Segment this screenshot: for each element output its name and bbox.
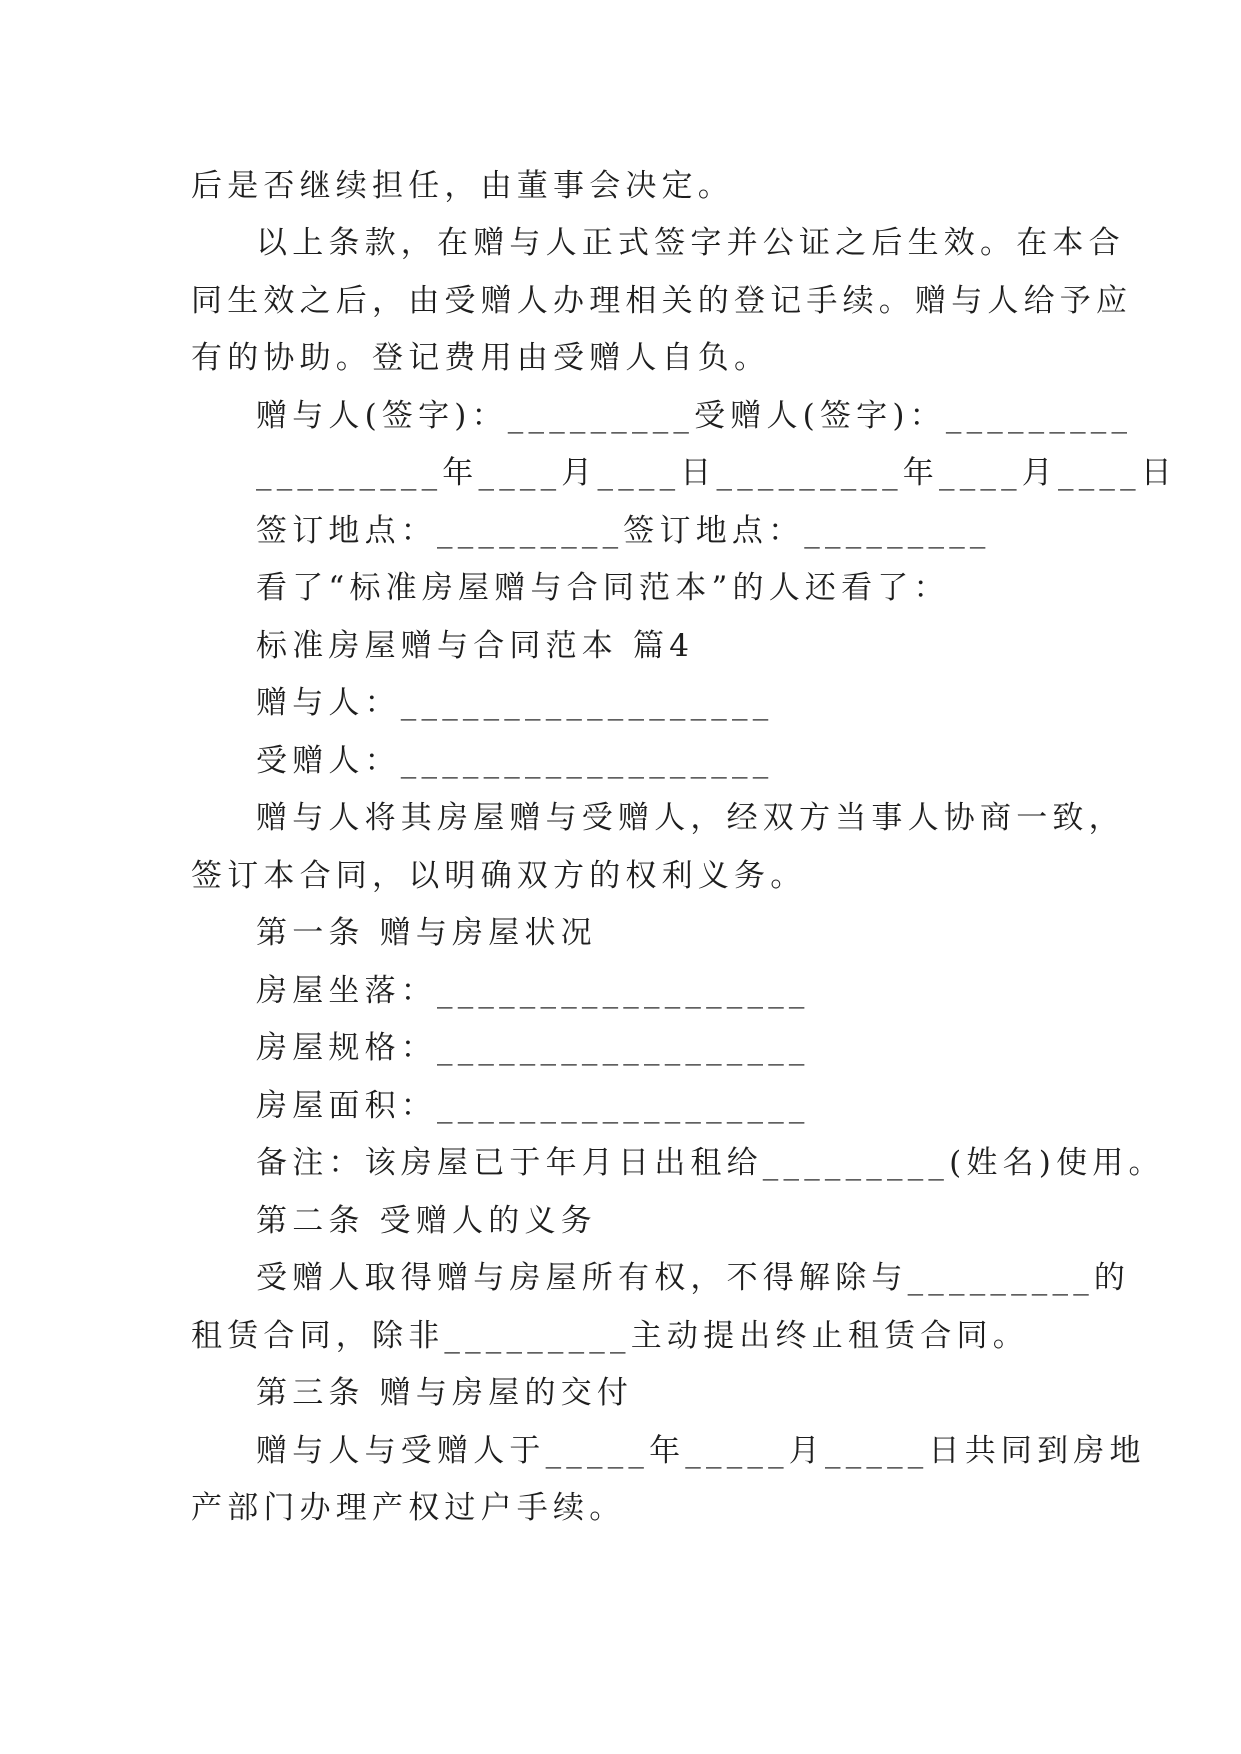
signature-line: 赠与人(签字)：_________受赠人(签字)：_________ [256,398,1133,434]
remark-line: 备注：该房屋已于年月日出租给_________(姓名)使用。 [256,1145,1165,1181]
house-area-field: 房屋面积：__________________ [256,1088,810,1124]
section-title: 标准房屋赠与合同范本 篇4 [256,628,695,664]
paragraph-line: 以上条款，在赠与人正式签字并公证之后生效。在本合 [256,225,1125,261]
date-line: _________年____月____日_________年____月____日 [256,455,1177,491]
paragraph-line: 赠与人将其房屋赠与受赠人，经双方当事人协商一致， [256,800,1125,836]
house-location-field: 房屋坐落：__________________ [256,973,810,1009]
donor-field: 赠与人：__________________ [256,685,774,721]
paragraph-line: 签订本合同，以明确双方的权利义务。 [191,858,807,894]
donee-field: 受赠人：__________________ [256,743,774,779]
article-title: 第三条 赠与房屋的交付 [256,1375,634,1411]
paragraph-line: 有的协助。登记费用由受赠人自负。 [191,340,771,376]
house-spec-field: 房屋规格：__________________ [256,1030,810,1066]
paragraph-line: 租赁合同，除非_________主动提出终止租赁合同。 [191,1318,1029,1354]
paragraph-line: 同生效之后，由受赠人办理相关的登记手续。赠与人给予应 [191,283,1133,319]
paragraph-line: 赠与人与受赠人于_____年_____月_____日共同到房地 [256,1433,1146,1469]
article-title: 第一条 赠与房屋状况 [256,915,597,951]
paragraph-line: 产部门办理产权过户手续。 [191,1490,626,1526]
paragraph-line: 受赠人取得赠与房屋所有权，不得解除与_________的 [256,1260,1131,1296]
location-line: 签订地点：_________签订地点：_________ [256,513,991,549]
related-note: 看了“标准房屋赠与合同范本”的人还看了： [256,570,950,606]
paragraph-line: 后是否继续担任，由董事会决定。 [191,168,734,204]
article-title: 第二条 受赠人的义务 [256,1203,597,1239]
